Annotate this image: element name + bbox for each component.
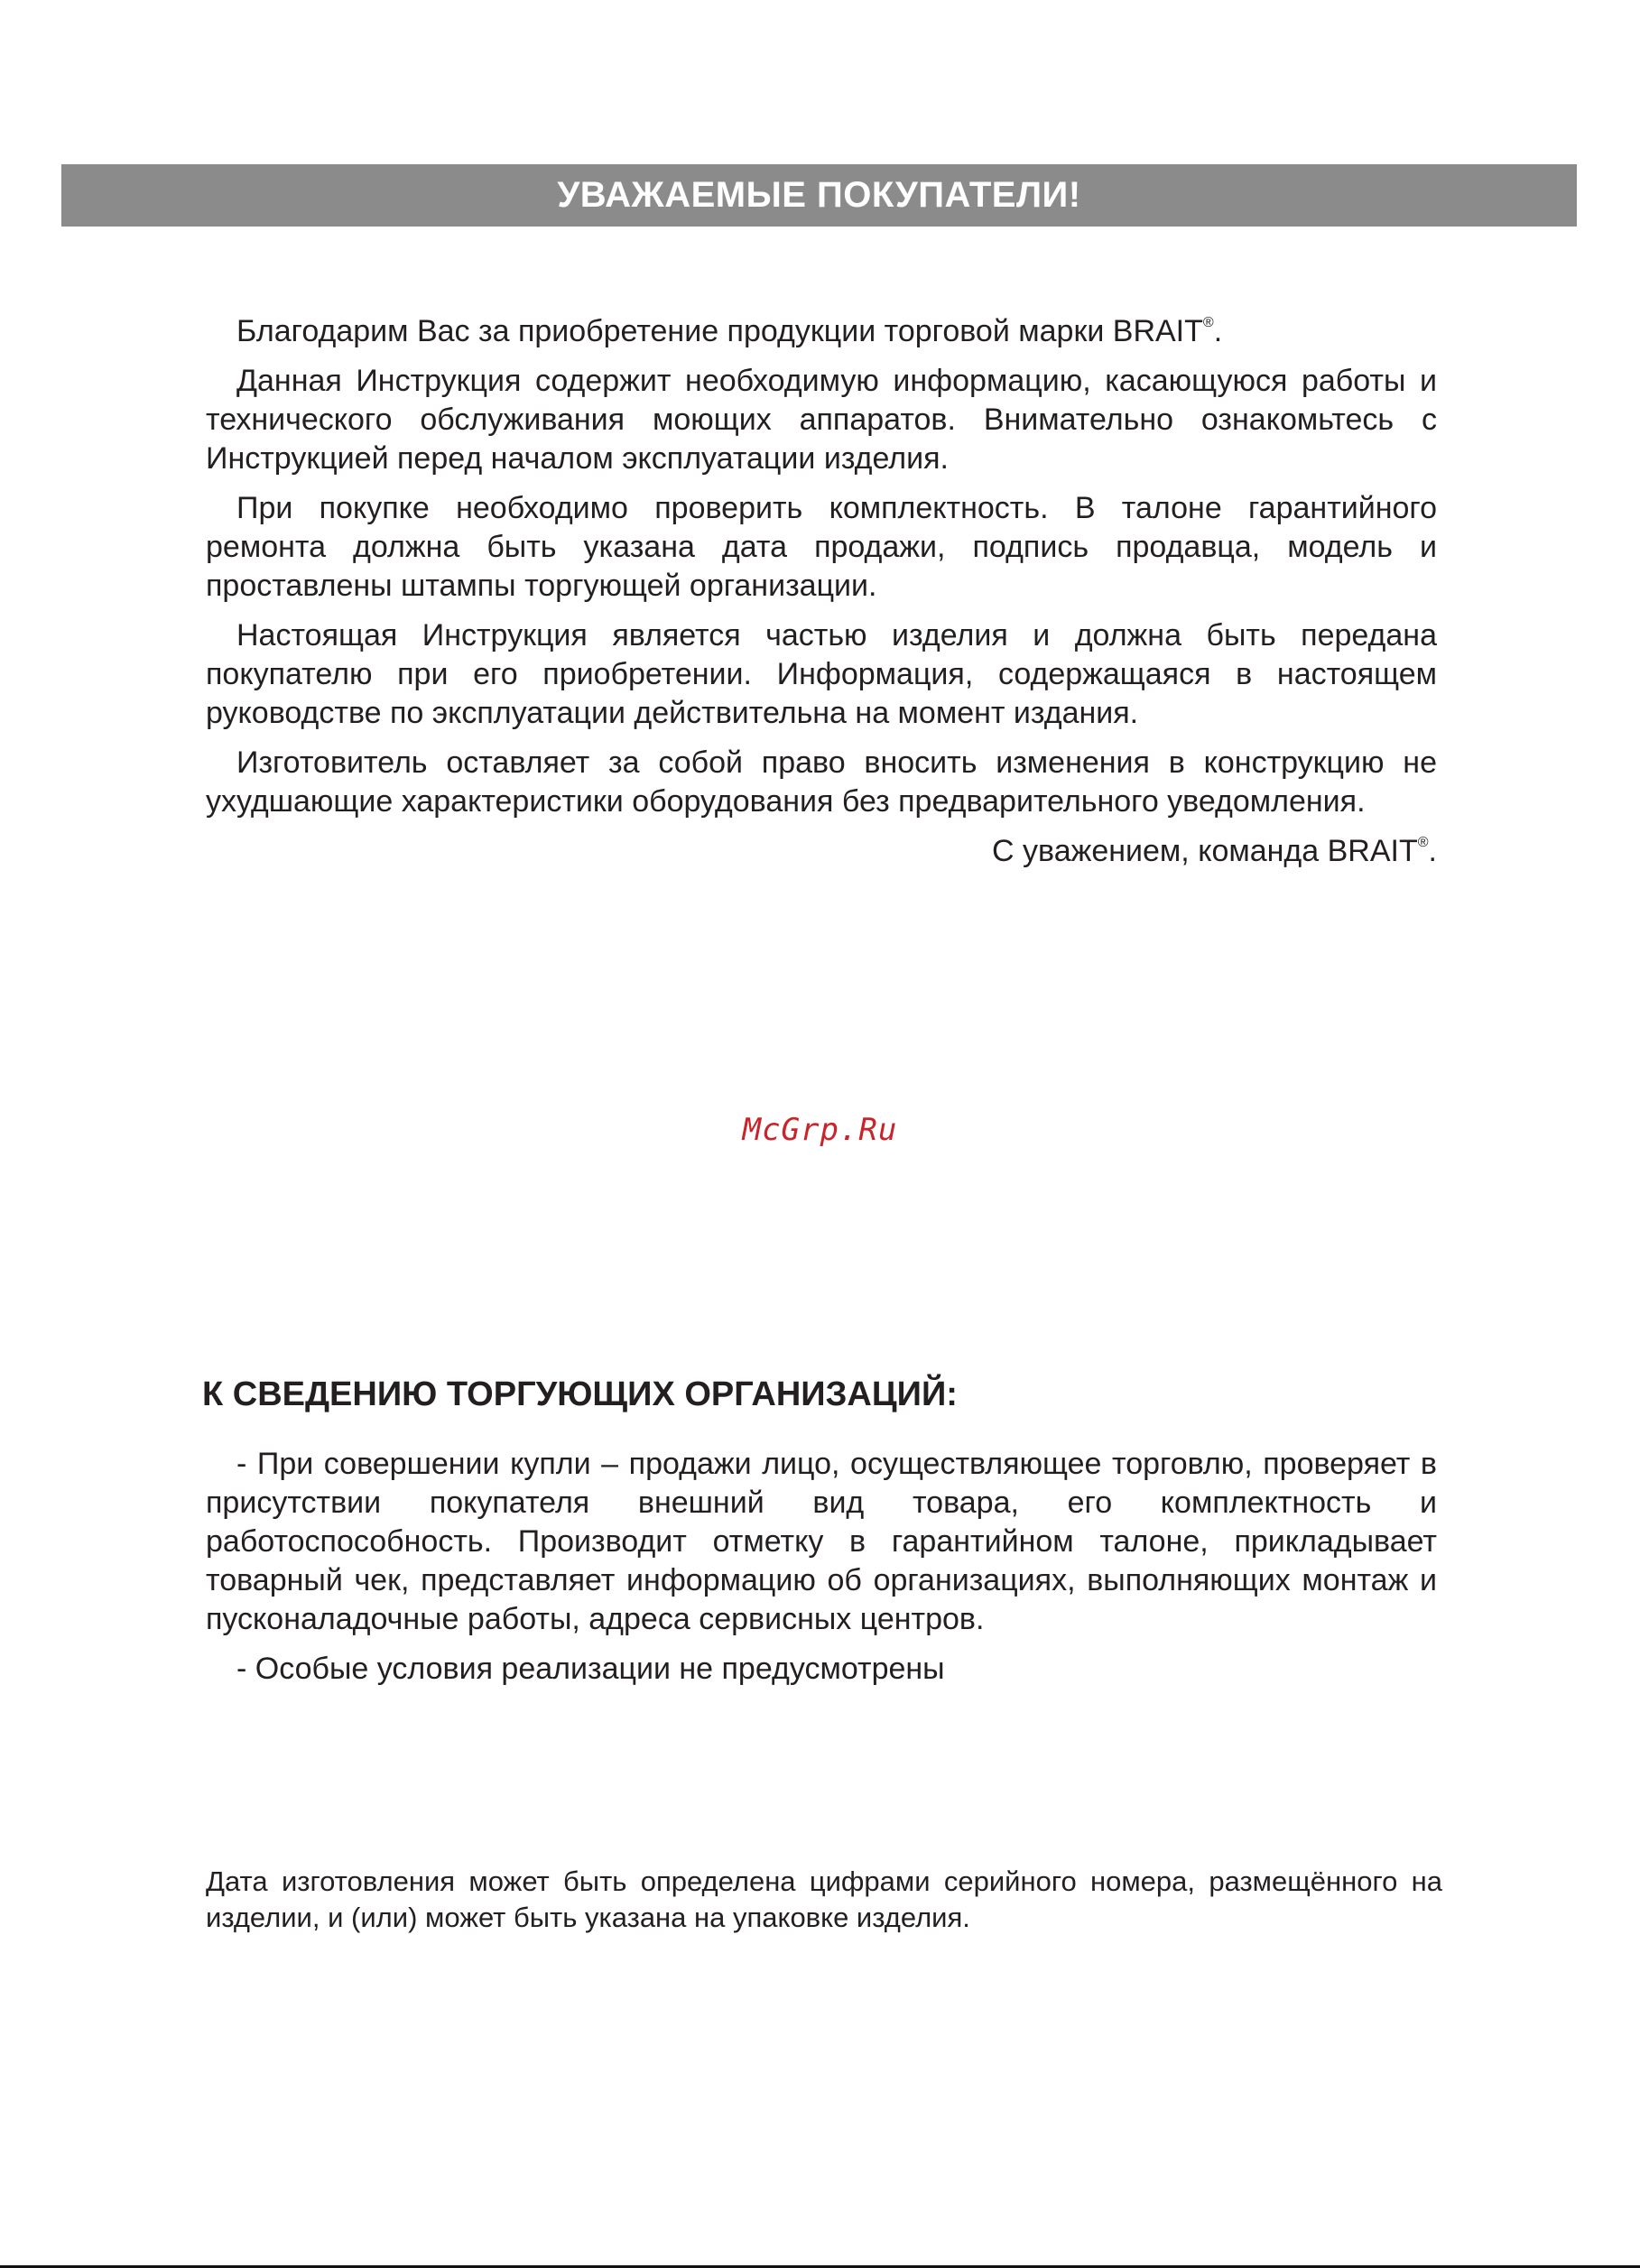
intro-paragraph-5: Изготовитель оставляет за собой право вносить изменения в конструкцию не ухудшающие характеристики оборудования без предварительного уведомления. [206,745,1437,819]
signature-line [206,832,1437,871]
intro-paragraph-3: При покупке необходимо проверить комплектность. В талоне гарантийного ремонта должна быть указана дата продажи, подпись продавца, модель и проставлены штампы торгующей организации. [206,491,1437,603]
registered-mark: ® [1202,314,1214,330]
registered-mark: ® [1417,834,1429,850]
trade-paragraph-2: - Особые условия реализации не предусмотрены [236,1652,945,1686]
watermark: McGrp.Ru [742,1112,898,1148]
intro-paragraph-1 [206,312,1437,351]
page-title: УВАЖАЕМЫЕ ПОКУПАТЕЛИ! [557,175,1081,215]
intro-paragraph-4: Настоящая Инструкция является частью изделия и должна быть передана покупателю при его приобретении. Информация, содержащаяся в настоящем руководстве по эксплуатации действительна на момент издания. [206,618,1437,730]
section-title-trade: К СВЕДЕНИЮ ТОРГУЮЩИХ ОРГАНИЗАЦИЙ: [202,1375,958,1413]
signature-end: . [1428,834,1437,868]
header-banner [61,164,1577,227]
trade-paragraph-1: - При совершении купли – продажи лицо, осуществляющее торговлю, проверяет в присутствии покупателя внешний вид товара, его комплектность и работоспособность. Производит отметку в гарантийном талоне, прикладывает товарный чек, представляет информацию об организациях, выполняющих монтаж и пусконаладочные работы, адреса сервисных центров. [206,1447,1437,1636]
manufacture-date-note: Дата изготовления может быть определена цифрами серийного номера, размещённого на изделии, и (или) может быть указана на упаковке изделия. [206,1865,1442,1933]
trade-section [206,1445,1437,1699]
intro-paragraph-2: Данная Инструкция содержит необходимую информацию, касающуюся работы и технического обслуживания моющих аппаратов. Внимательно ознакомьтесь с Инструкцией перед началом эксплуатации изделия. [206,364,1437,476]
intro-section [206,312,1437,871]
intro-p1-text: Благодарим Вас за приобретение продукции торговой марки BRAIT [236,314,1203,348]
signature-text: С уважением, команда BRAIT [992,834,1418,868]
intro-p1-end: . [1213,314,1223,348]
